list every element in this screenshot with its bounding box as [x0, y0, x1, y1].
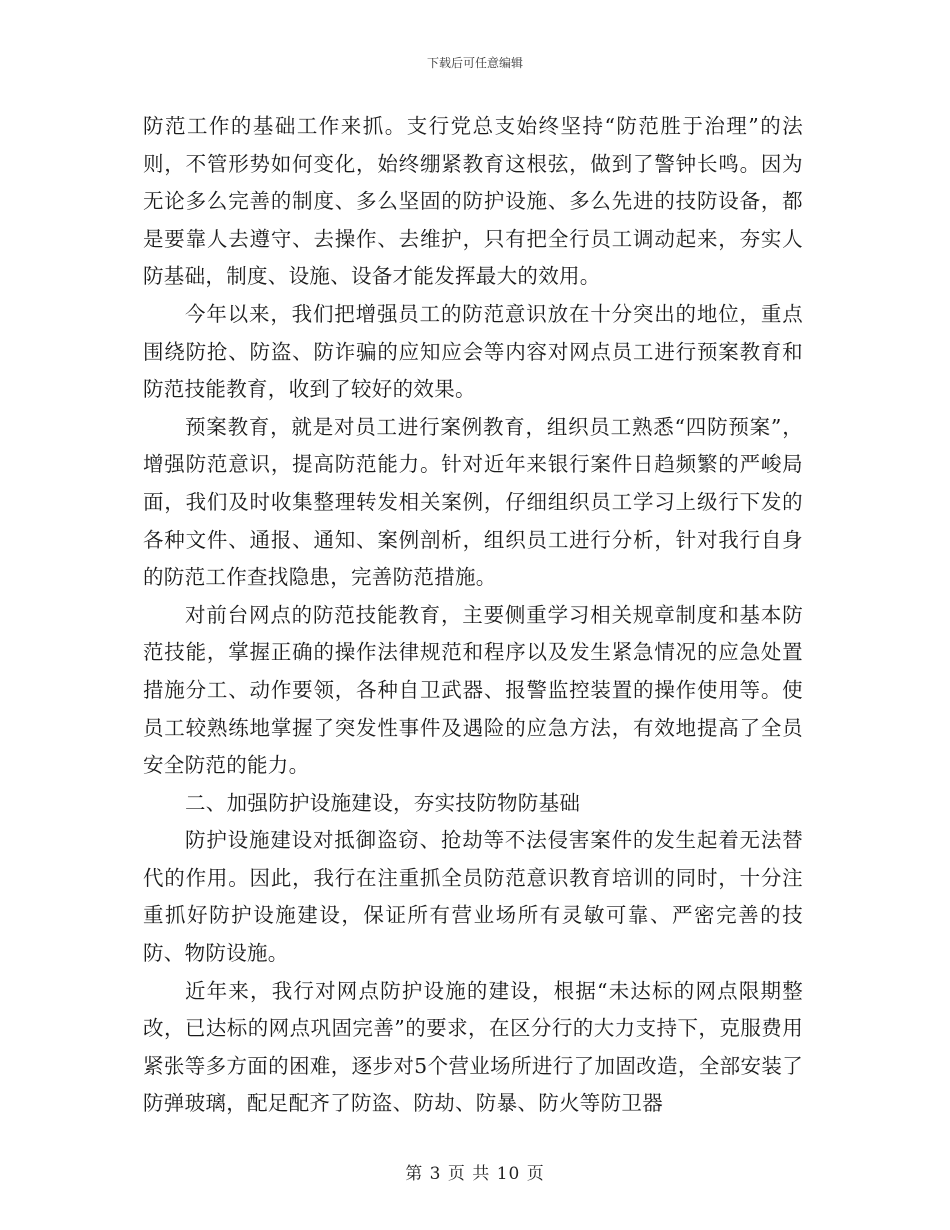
section-heading: 二、加强防护设施建设，夯实技防物防基础: [185, 790, 581, 815]
paragraph-4: 对前台网点的防范技能教育，主要侧重学习相关规章制度和基本防范技能，掌握正确的操作法律规范和程序以及发生紧急情况的应急处置措施分工、动作要领，各种自卫武器、报警监控装置的操作使用等。使员工较熟练地掌握了突发性事件及遇险的应急方法，有效地提高了全员安全防范的能力。: [143, 602, 803, 778]
paragraph-1: 防范工作的基础工作来抓。支行党总支始终坚持“防范胜于治理”的法则，不管形势如何变化，始终绷紧教育这根弦，做到了警钟长鸣。因为无论多么完善的制度、多么坚固的防护设施、多么先进的技防设备，都是要靠人去遵守、去操作、去维护，只有把全行员工调动起来，夯实人防基础，制度、设施、设备才能发挥最大的效用。: [143, 114, 803, 289]
header-note: 下载后可任意编辑: [426, 56, 523, 70]
paragraph-3: 预案教育，就是对员工进行案例教育，组织员工熟悉“四防预案”，增强防范意识，提高防范能力。针对近年来银行案件日趋频繁的严峻局面，我们及时收集整理转发相关案例，仔细组织员工学习上级行下发的各种文件、通报、通知、案例剖析，组织员工进行分析，针对我行自身的防范工作查找隐患，完善防范措施。: [143, 414, 803, 590]
paragraph-6: 近年来，我行对网点防护设施的建设，根据“未达标的网点限期整改，已达标的网点巩固完善”的要求，在区分行的大力支持下，克服费用紧张等多方面的困难，逐步对5个营业场所进行了加固改造，全部安装了防弹玻璃，配足配齐了防盗、防劫、防暴、防火等防卫器: [143, 978, 803, 1116]
document-body: [143, 108, 803, 1123]
paragraph-5: 防护设施建设对抵御盗窃、抢劫等不法侵害案件的发生起着无法替代的作用。因此，我行在注重抓全员防范意识教育培训的同时，十分注重抓好防护设施建设，保证所有营业场所有灵敏可靠、严密完善的技防、物防设施。: [143, 828, 803, 966]
paragraph-2: 今年以来，我们把增强员工的防范意识放在十分突出的地位，重点围绕防抢、防盗、防诈骗的应知应会等内容对网点员工进行预案教育和防范技能教育，收到了较好的效果。: [143, 301, 803, 402]
page-number: 第 3 页 共 10 页: [405, 1164, 545, 1184]
